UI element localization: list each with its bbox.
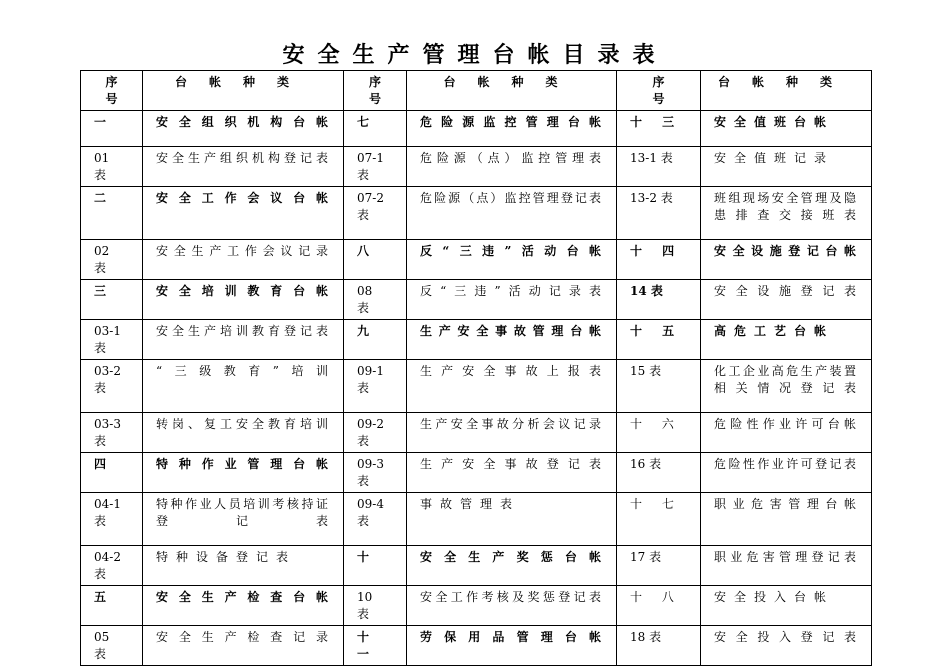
- cell-type-1: 安全生产检查台帐: [143, 586, 344, 626]
- table-row: [81, 147, 872, 187]
- cell-type-1: 安全生产组织机构登记表: [143, 147, 344, 187]
- cell-type-3: 班组现场安全管理及隐患排查交接班表: [701, 187, 872, 240]
- table-row: [81, 240, 872, 280]
- cell-seq-1: 五: [81, 586, 143, 626]
- cell-seq-2: 八: [344, 240, 407, 280]
- table-row: [81, 546, 872, 586]
- cell-seq-2: 09-1 表: [344, 360, 407, 413]
- cell-seq-1: 一: [81, 111, 143, 147]
- cell-seq-3: 十 四: [617, 240, 701, 280]
- header-type-2: 台帐种类: [407, 71, 617, 111]
- cell-seq-1: 03-2 表: [81, 360, 143, 413]
- table-row: [81, 493, 872, 546]
- cell-seq-2: 十 一: [344, 626, 407, 666]
- cell-seq-1: 04-2 表: [81, 546, 143, 586]
- cell-seq-2: 10 表: [344, 586, 407, 626]
- cell-type-1: 特种设备登记表: [143, 546, 344, 586]
- cell-type-2: 生产安全事故管理台帐: [407, 320, 617, 360]
- cell-type-3: 危险性作业许可台帐: [701, 413, 872, 453]
- table-row: [81, 187, 872, 240]
- cell-seq-3: 17 表: [617, 546, 701, 586]
- cell-seq-2: 十: [344, 546, 407, 586]
- cell-type-2: 劳保用品管理台帐: [407, 626, 617, 666]
- cell-type-3: 安全投入台帐: [701, 586, 872, 626]
- cell-type-2: 生产安全事故分析会议记录: [407, 413, 617, 453]
- cell-seq-2: 七: [344, 111, 407, 147]
- cell-type-3: 化工企业高危生产装置相关情况登记表: [701, 360, 872, 413]
- header-type-1: 台帐种类: [143, 71, 344, 111]
- cell-type-2: 安全工作考核及奖惩登记表: [407, 586, 617, 626]
- table-row: [81, 320, 872, 360]
- cell-seq-2: 09-2 表: [344, 413, 407, 453]
- cell-type-2: 危险源监控管理台帐: [407, 111, 617, 147]
- cell-seq-3: 15 表: [617, 360, 701, 413]
- cell-seq-3: 13-1 表: [617, 147, 701, 187]
- cell-seq-1: 三: [81, 280, 143, 320]
- cell-type-3: 安全设施登记表: [701, 280, 872, 320]
- cell-seq-1: 01 表: [81, 147, 143, 187]
- cell-type-2: 危险源（点）监控管理表: [407, 147, 617, 187]
- cell-seq-3: 十 三: [617, 111, 701, 147]
- cell-type-1: 安全生产工作会议记录: [143, 240, 344, 280]
- cell-seq-1: 03-3 表: [81, 413, 143, 453]
- cell-type-1: 安全生产培训教育登记表: [143, 320, 344, 360]
- ledger-directory-table: [80, 70, 872, 666]
- cell-type-3: 职业危害管理台帐: [701, 493, 872, 546]
- cell-type-2: 安全生产奖惩台帐: [407, 546, 617, 586]
- cell-type-1: 特种作业管理台帐: [143, 453, 344, 493]
- cell-type-2: 危险源（点）监控管理登记表: [407, 187, 617, 240]
- cell-type-2: 生产安全事故登记表: [407, 453, 617, 493]
- cell-type-3: 安全值班台帐: [701, 111, 872, 147]
- table-row: [81, 453, 872, 493]
- cell-type-2: 事故管理表: [407, 493, 617, 546]
- cell-seq-1: 03-1 表: [81, 320, 143, 360]
- cell-type-3: 危险性作业许可登记表: [701, 453, 872, 493]
- cell-seq-2: 09-4 表: [344, 493, 407, 546]
- cell-type-3: 安全设施登记台帐: [701, 240, 872, 280]
- cell-type-3: 职业危害管理登记表: [701, 546, 872, 586]
- table-row: [81, 360, 872, 413]
- cell-seq-1: 05 表: [81, 626, 143, 666]
- cell-type-1: “三级教育”培训: [143, 360, 344, 413]
- cell-seq-2: 九: [344, 320, 407, 360]
- cell-seq-1: 02 表: [81, 240, 143, 280]
- header-type-3: 台帐种类: [701, 71, 872, 111]
- cell-seq-3: 13-2 表: [617, 187, 701, 240]
- header-seq-1: 序 号: [81, 71, 143, 111]
- cell-seq-2: 07-2 表: [344, 187, 407, 240]
- cell-type-1: 安全培训教育台帐: [143, 280, 344, 320]
- table-row: [81, 413, 872, 453]
- cell-type-1: 特种作业人员培训考核持证登记表: [143, 493, 344, 546]
- header-seq-3: 序 号: [617, 71, 701, 111]
- cell-seq-3: 14 表: [617, 280, 701, 320]
- cell-seq-3: 十 八: [617, 586, 701, 626]
- cell-type-1: 安全工作会议台帐: [143, 187, 344, 240]
- header-seq-2: 序 号: [344, 71, 407, 111]
- cell-type-2: 反“三违”活动记录表: [407, 280, 617, 320]
- table-row: [81, 111, 872, 147]
- cell-seq-1: 四: [81, 453, 143, 493]
- cell-type-1: 安全生产检查记录: [143, 626, 344, 666]
- cell-seq-3: 十 六: [617, 413, 701, 453]
- cell-type-3: 高危工艺台帐: [701, 320, 872, 360]
- cell-seq-1: 二: [81, 187, 143, 240]
- cell-seq-2: 08 表: [344, 280, 407, 320]
- cell-type-1: 转岗、复工安全教育培训: [143, 413, 344, 453]
- cell-type-2: 生产安全事故上报表: [407, 360, 617, 413]
- cell-seq-2: 09-3 表: [344, 453, 407, 493]
- cell-seq-3: 十 七: [617, 493, 701, 546]
- table-row: [81, 626, 872, 666]
- cell-seq-1: 04-1 表: [81, 493, 143, 546]
- cell-type-2: 反“三违”活动台帐: [407, 240, 617, 280]
- cell-type-3: 安全投入登记表: [701, 626, 872, 666]
- table-row: [81, 586, 872, 626]
- cell-seq-3: 十 五: [617, 320, 701, 360]
- cell-type-3: 安全值班记录: [701, 147, 872, 187]
- cell-seq-3: 16 表: [617, 453, 701, 493]
- cell-type-1: 安全组织机构台帐: [143, 111, 344, 147]
- header-row: [81, 71, 872, 111]
- page-title: 安全生产管理台帐目录表: [282, 43, 668, 68]
- cell-seq-2: 07-1 表: [344, 147, 407, 187]
- table-row: [81, 280, 872, 320]
- cell-seq-3: 18 表: [617, 626, 701, 666]
